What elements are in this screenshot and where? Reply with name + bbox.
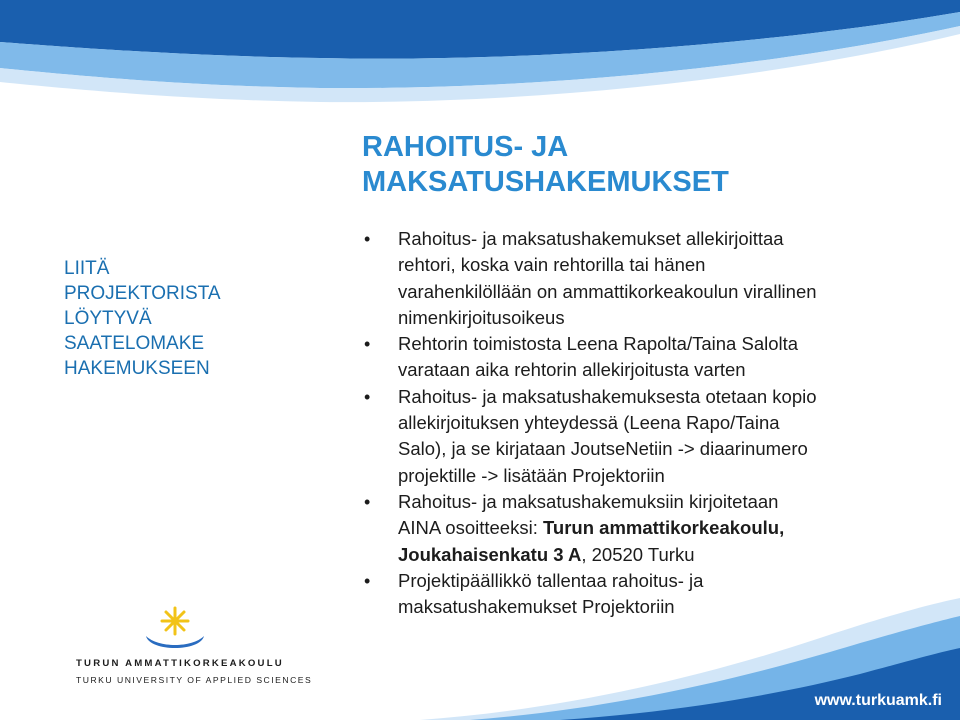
bullet-line: Projektipäällikkö tallentaa rahoitus- ja — [398, 569, 704, 591]
bullet-line — [398, 515, 922, 541]
bullet-line: varataan aika rehtorin allekirjoitusta varten — [398, 359, 746, 381]
sidebar-line: LIITÄ — [64, 258, 110, 279]
sun-star-icon — [162, 608, 188, 634]
sidebar-line: HAKEMUKSEEN — [64, 358, 210, 379]
slide-title-line: RAHOITUS- JA — [362, 131, 569, 163]
bullet-item — [362, 226, 922, 331]
bullet-item — [362, 331, 922, 384]
bullet-list — [362, 226, 922, 620]
bullet-text: , 20520 Turku — [581, 543, 695, 565]
sidebar-line: LÖYTYVÄ — [64, 308, 152, 329]
bullet-bold-text: Turun ammattikorkeakoulu, — [542, 517, 785, 539]
bullet-line: Rahoitus- ja maksatushakemuksesta otetaan kopio — [398, 385, 817, 407]
bullet-dot-icon: • — [364, 334, 371, 355]
slide-title-line: MAKSATUSHAKEMUKSET — [362, 166, 729, 198]
bullet-line: Rehtorin toimistosta Leena Rapolta/Taina Salolta — [398, 333, 799, 355]
bullet-line: Rahoitus- ja maksatushakemukset allekirjoittaa — [398, 228, 784, 249]
bullet-line: maksatushakemukset Projektoriin — [398, 596, 675, 618]
bullet-dot-icon: • — [364, 491, 371, 512]
bullet-line: varahenkilöllään on ammattikorkeakoulun virallinen — [398, 280, 817, 302]
bullet-line: Salo), ja se kirjataan JoutseNetiin -> diaarinumero — [398, 438, 808, 460]
bullet-line: Rahoitus- ja maksatushakemuksiin kirjoitetaan — [398, 490, 779, 512]
bullet-dot-icon: • — [364, 229, 371, 249]
slide-title — [362, 130, 922, 200]
bullet-line: allekirjoituksen yhteydessä (Leena Rapo/Taina — [398, 412, 780, 434]
logo-subtitle: TURKU UNIVERSITY OF APPLIED SCIENCES — [76, 675, 313, 685]
bullet-dot-icon: • — [364, 570, 371, 591]
bullet-bold-text: Joukahaisenkatu 3 A — [398, 543, 582, 565]
bullet-text: AINA osoitteeksi: — [398, 517, 543, 539]
bullet-line — [398, 542, 922, 568]
sidebar-line: PROJEKTORISTA — [64, 283, 221, 304]
logo-wordmark: TURUN AMMATTIKORKEAKOULU — [76, 658, 284, 669]
wave-arc-icon — [146, 636, 204, 648]
bullet-line: projektille -> lisätään Projektoriin — [398, 464, 665, 486]
sidebar-note — [64, 256, 264, 381]
bullet-line: nimenkirjoitusoikeus — [398, 306, 565, 328]
bullet-item — [362, 489, 922, 568]
bullet-line: rehtori, koska vain rehtorilla tai hänen — [398, 254, 706, 276]
bullet-item — [362, 568, 922, 621]
bullet-dot-icon: • — [364, 386, 371, 407]
sidebar-line: SAATELOMAKE — [64, 333, 205, 354]
bullet-item — [362, 384, 922, 489]
top-wave-decoration — [0, 0, 960, 110]
website-link[interactable]: www.turkuamk.fi — [814, 692, 942, 709]
